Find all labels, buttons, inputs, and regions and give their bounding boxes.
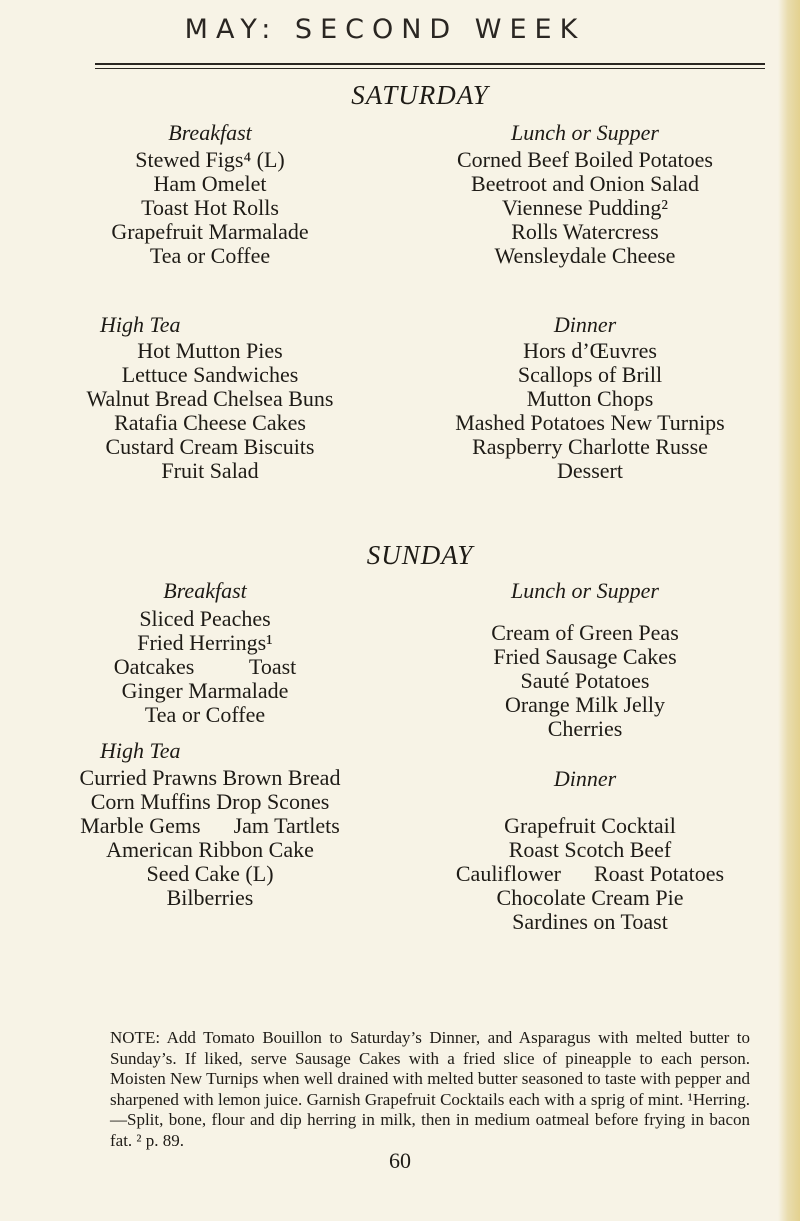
- menu-item: Marble Gems Jam Tartlets: [80, 813, 340, 838]
- page-edge-shadow: [778, 0, 800, 1221]
- sunday-breakfast-heading: Breakfast: [163, 578, 247, 603]
- menu-item: Scallops of Brill: [517, 362, 663, 387]
- menu-item: Seed Cake (L): [146, 861, 274, 886]
- saturday-dinner-menu: [400, 339, 780, 483]
- menu-item: Fried Sausage Cakes: [493, 644, 677, 669]
- menu-item: Mashed Potatoes New Turnips: [455, 410, 725, 435]
- menu-item: Sardines on Toast: [512, 909, 668, 934]
- menu-item: Raspberry Charlotte Russe: [472, 434, 708, 459]
- menu-item: Ratafia Cheese Cakes: [114, 410, 306, 435]
- menu-item: Ginger Marmalade: [121, 678, 289, 703]
- menu-item: Cauliflower Roast Potatoes: [455, 861, 725, 886]
- menu-item: Mutton Chops: [526, 386, 654, 411]
- footnote-paragraph: NOTE: Add Tomato Bouillon to Saturday’s Dinner, and Asparagus with melted butter to Sunday’s. If liked, serve Sausage Cakes with a fried slice of pineapple to each person. Moisten New Turnips when well drained with melted butter seasoned to taste with pepper and sharpened with lemon juice. Garnish Grapefruit Cocktails each with a sprig of mint. ¹Herring.—Split, bone, flour and dip herring in milk, then in medium oatmeal before frying in bacon fat. ² p. 89.: [110, 1028, 750, 1150]
- menu-item: Stewed Figs⁴ (L): [135, 147, 285, 172]
- header-rule: [95, 63, 765, 65]
- menu-item: Rolls Watercress: [511, 219, 659, 244]
- menu-item: Cream of Green Peas: [491, 620, 679, 645]
- menu-item: Sliced Peaches: [139, 606, 271, 631]
- menu-item: Hot Mutton Pies: [137, 338, 283, 363]
- header-rule-thin: [95, 68, 765, 69]
- menu-item: Wensleydale Cheese: [494, 243, 676, 268]
- menu-item: Corn Muffins Drop Scones: [90, 789, 330, 814]
- menu-item: Walnut Bread Chelsea Buns: [86, 386, 334, 411]
- menu-item: Corned Beef Boiled Potatoes: [456, 147, 713, 172]
- menu-item: Chocolate Cream Pie: [496, 885, 684, 910]
- sunday-lunch-heading: Lunch or Supper: [511, 578, 659, 603]
- menu-item: Oatcakes Toast: [113, 654, 297, 679]
- menu-item: Fruit Salad: [161, 458, 259, 483]
- menu-item: Beetroot and Onion Salad: [471, 171, 699, 196]
- menu-item: Fried Herrings¹: [137, 630, 273, 655]
- sunday-title: SUNDAY: [366, 540, 474, 570]
- menu-item: Roast Scotch Beef: [508, 837, 672, 862]
- sunday-dinner-heading: Dinner: [553, 766, 617, 791]
- saturday-high-tea-heading: High Tea: [100, 312, 181, 337]
- menu-item: Viennese Pudding²: [502, 195, 668, 220]
- sunday-high-tea-heading: High Tea: [100, 738, 181, 763]
- menu-item: Grapefruit Marmalade: [111, 219, 309, 244]
- menu-item: Tea or Coffee: [144, 702, 266, 727]
- menu-item: Dessert: [557, 458, 623, 483]
- saturday-breakfast-heading: Breakfast: [168, 120, 252, 145]
- menu-item: Curried Prawns Brown Bread: [79, 765, 341, 790]
- menu-item: Orange Milk Jelly: [504, 692, 666, 717]
- menu-item: Sauté Potatoes: [520, 668, 650, 693]
- sunday-lunch-menu: [425, 621, 745, 741]
- menu-item: Custard Cream Biscuits: [105, 434, 315, 459]
- menu-item: Lettuce Sandwiches: [121, 362, 299, 387]
- sunday-high-tea-menu: [35, 766, 385, 910]
- sunday-dinner-menu: [400, 814, 780, 934]
- menu-item: Grapefruit Cocktail: [504, 813, 676, 838]
- saturday-high-tea-menu: [45, 339, 375, 483]
- page-header: MAY: SECOND WEEK: [184, 14, 586, 45]
- saturday-lunch-menu: [410, 148, 760, 268]
- menu-item: Tea or Coffee: [149, 243, 271, 268]
- saturday-lunch-heading: Lunch or Supper: [511, 120, 659, 145]
- menu-item: Toast Hot Rolls: [141, 195, 279, 220]
- sunday-breakfast-menu: [55, 607, 355, 727]
- saturday-breakfast-menu: [55, 148, 365, 268]
- menu-item: Hors d’Œuvres: [523, 338, 657, 363]
- page-number: 60: [389, 1148, 411, 1173]
- menu-item: Ham Omelet: [153, 171, 267, 196]
- saturday-dinner-heading: Dinner: [553, 312, 617, 337]
- saturday-title: SATURDAY: [351, 80, 489, 110]
- menu-item: Cherries: [547, 716, 623, 741]
- menu-item: American Ribbon Cake: [106, 837, 314, 862]
- menu-item: Bilberries: [166, 885, 254, 910]
